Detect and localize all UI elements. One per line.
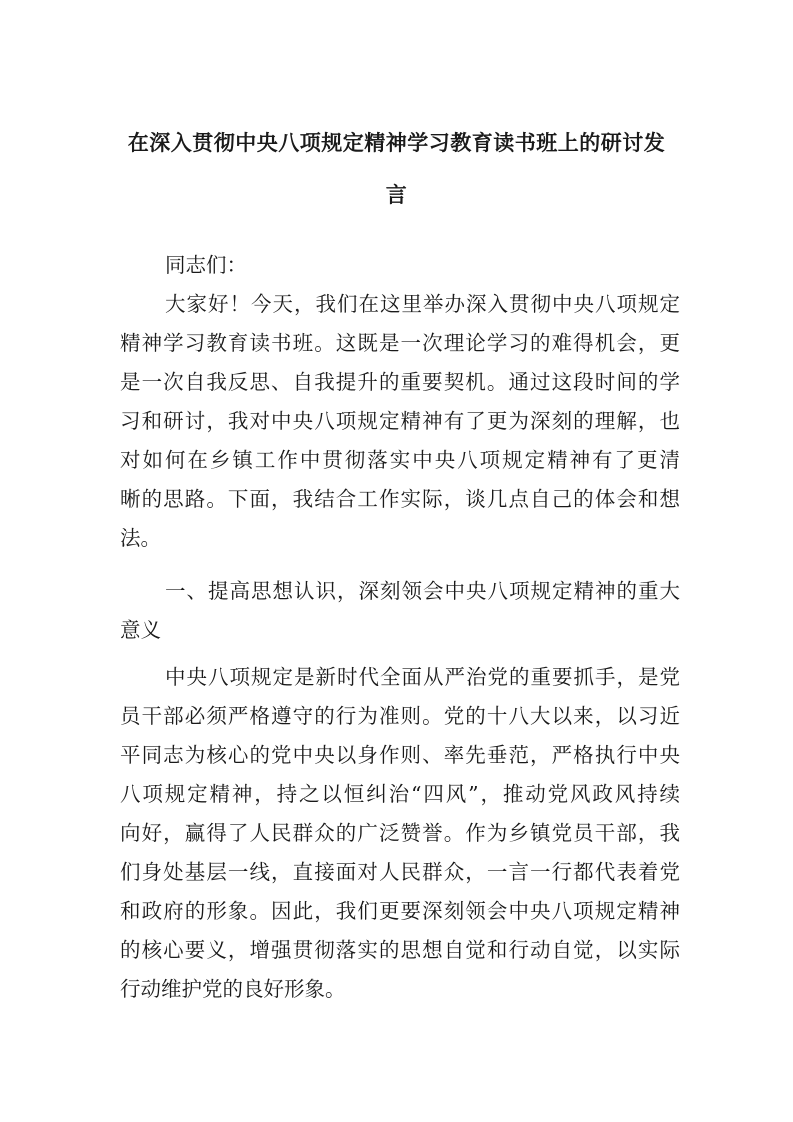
paragraph-2-line-4: 八项规定精神，持之以恒纠治“四风”，推动党风政风持续: [120, 782, 680, 806]
paragraph-2-line-2: 员干部必须严格遵守的行为准则。党的十八大以来，以习近: [120, 704, 680, 728]
document-title-line-1: 在深入贯彻中央八项规定精神学习教育读书班上的研讨发: [127, 130, 666, 155]
paragraph-2-line-6: 们身处基层一线，直接面对人民群众，一言一行都代表着党: [120, 860, 680, 884]
salutation: 同志们：: [165, 253, 247, 277]
paragraph-1-line-4: 习和研讨，我对中央八项规定精神有了更为深刻的理解，也: [120, 409, 680, 433]
paragraph-1-line-7: 法。: [120, 526, 161, 550]
paragraph-2-line-3: 平同志为核心的党中央以身作则、率先垂范，严格执行中央: [120, 743, 680, 767]
section-heading-line-2: 意义: [120, 618, 161, 642]
paragraph-1-line-2: 精神学习教育读书班。这既是一次理论学习的难得机会，更: [120, 331, 680, 355]
paragraph-2-line-5: 向好，赢得了人民群众的广泛赞誉。作为乡镇党员干部，我: [120, 821, 680, 845]
paragraph-2-line-1: 中央八项规定是新时代全面从严治党的重要抓手，是党: [165, 665, 680, 689]
document-title-line-2: 言: [385, 182, 408, 207]
paragraph-1-line-5: 对如何在乡镇工作中贯彻落实中央八项规定精神有了更清: [120, 448, 680, 472]
paragraph-1-line-1: 大家好！今天，我们在这里举办深入贯彻中央八项规定: [165, 292, 680, 316]
paragraph-1-line-6: 晰的思路。下面，我结合工作实际，谈几点自己的体会和想: [120, 487, 680, 511]
paragraph-1-line-3: 是一次自我反思、自我提升的重要契机。通过这段时间的学: [120, 370, 680, 394]
paragraph-2-line-7: 和政府的形象。因此，我们更要深刻领会中央八项规定精神: [120, 899, 680, 923]
paragraph-2-line-9: 行动维护党的良好形象。: [120, 977, 346, 1001]
section-heading-line-1: 一、提高思想认识，深刻领会中央八项规定精神的重大: [165, 579, 680, 603]
paragraph-2-line-8: 的核心要义，增强贯彻落实的思想自觉和行动自觉，以实际: [120, 938, 680, 962]
